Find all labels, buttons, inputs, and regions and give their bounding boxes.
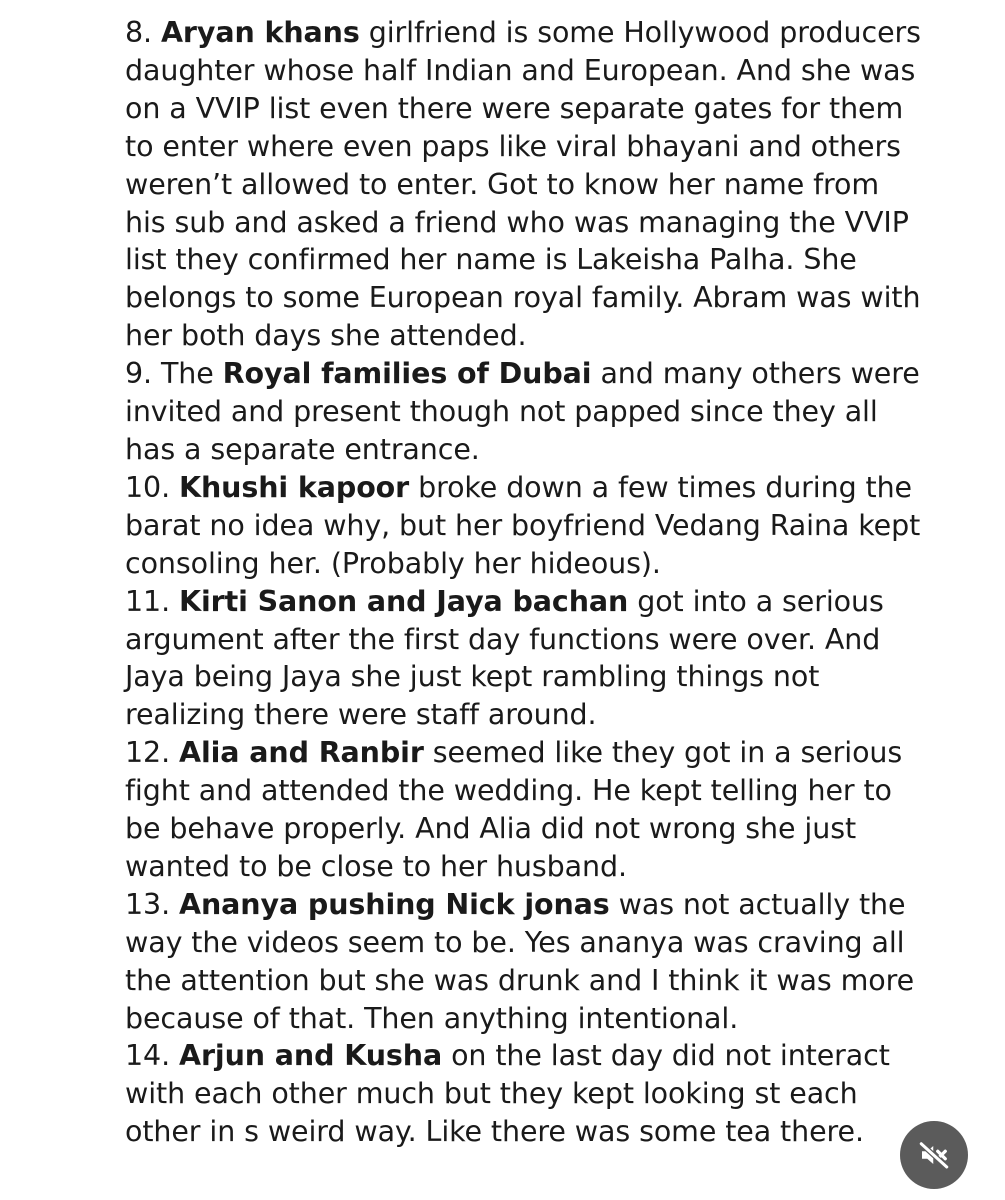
item-text: was not actually the way the videos seem to be. Yes ananya was craving all the attention but she was drunk and I think it was more because of that. Then anything intentional. [125, 887, 915, 1035]
item-number: 9. The [125, 357, 214, 391]
list-item [125, 583, 925, 735]
item-number: 13. [125, 887, 171, 921]
item-number: 14. [125, 1039, 171, 1073]
item-number: 10. [125, 470, 171, 504]
mute-toggle-button[interactable] [900, 1121, 968, 1189]
item-text: got into a serious argument after the first day functions were over. And Jaya being Jaya she just kept rambling things not realizing there were staff around. [125, 584, 884, 732]
list-item [125, 355, 925, 469]
item-text: and many others were invited and present though not papped since they all has a separate entrance. [125, 357, 920, 466]
item-subject: Kirti Sanon and Jaya bachan [179, 584, 629, 618]
list-item [125, 734, 925, 886]
item-subject: Arjun and Kusha [179, 1039, 443, 1073]
item-subject: Khushi kapoor [179, 470, 410, 504]
item-text: seemed like they got in a serious fight and attended the wedding. He kept telling her to be behave properly. And Alia did not wrong she just wanted to be close to her husband. [125, 736, 903, 883]
item-subject: Alia and Ranbir [179, 736, 424, 770]
item-number: 8. [125, 16, 152, 49]
list-item [125, 469, 925, 583]
item-text: on the last day did not interact with each other much but they kept looking st each other in s weird way. Like there was some tea there. [125, 1039, 890, 1149]
item-subject: Royal families of Dubai [222, 357, 592, 391]
muted-speaker-icon [916, 1137, 952, 1173]
list-item [125, 886, 925, 1038]
list-item [125, 14, 925, 355]
item-text: girlfriend is some Hollywood producers daughter whose half Indian and European. And she was on a VVIP list even there were separate gates for them to enter where even paps like viral bhayani and others weren’t allowed to enter. Got to know her name from his sub and asked a friend who was managing the VVIP list they confirmed her name is Lakeisha Palha. She belongs to some European royal family. Abram was with her both days she attended. [125, 16, 921, 353]
item-subject: Aryan khans [160, 16, 360, 49]
item-text: broke down a few times during the barat no idea why, but her boyfriend Vedang Raina kept consoling her. (Probably her hideous). [125, 470, 921, 580]
item-subject: Ananya pushing Nick jonas [179, 887, 610, 921]
item-number: 12. [125, 736, 171, 770]
item-number: 11. [125, 584, 171, 618]
document-text [125, 14, 925, 1151]
list-item [125, 1037, 925, 1151]
